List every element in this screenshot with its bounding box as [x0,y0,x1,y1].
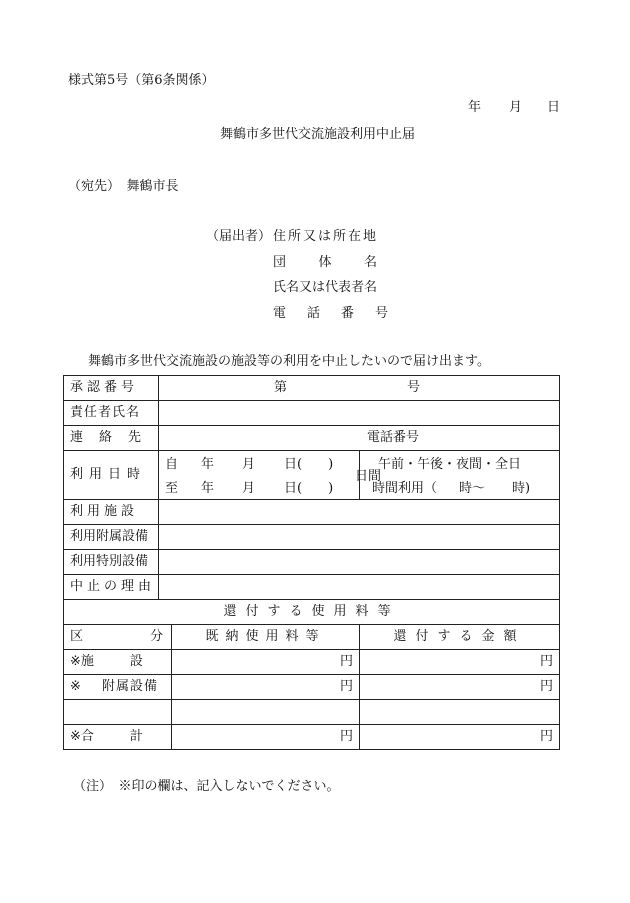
table-row [64,600,560,625]
approval-go: 号 [407,380,421,395]
cancel-reason-label: 中止の理由 [64,575,159,600]
time-to-label: 時) [512,481,531,496]
phone-number-label: 電話番号 [367,430,420,445]
office-use-mark: ※ [70,654,81,669]
from-label: 自 [165,457,179,472]
refund-heading: 還付する使用料等 [64,600,560,625]
table-row [64,725,560,750]
row-total-refund[interactable]: 円 [360,725,560,750]
table-row [64,700,560,725]
addressee: （宛先） 舞鶴市長 [68,179,179,194]
table-row [64,550,560,575]
from-day: 日( ) [284,457,334,472]
date-month-label: 月 [509,100,523,115]
from-year: 年 [201,457,215,472]
time-use-label: 時間利用（ [372,481,438,496]
usage-time-grid [360,451,559,499]
category-header-part1: 区 [70,629,84,644]
facility-field[interactable] [159,500,560,525]
row-attached-label [64,675,172,700]
row-attached-text: 附属設備 [102,679,159,694]
responsible-name-label: 責任者氏名 [64,401,159,426]
document-title: 舞鶴市多世代交流施設利用中止届 [220,127,416,142]
date-year-label: 年 [468,100,482,115]
table-row [64,675,560,700]
applicant-group-char: 名 [363,255,377,270]
refund-amount-header: 還付する金額 [360,625,560,650]
category-header-part2: 分 [149,629,163,644]
approval-number-field[interactable] [159,376,560,401]
row-facility-paid[interactable]: 円 [172,650,360,675]
footnote: （注） ※印の欄は、記入しないでください。 [73,779,340,794]
form-number: 様式第5号（第6条関係） [68,73,215,88]
office-use-mark: ※ [70,679,81,694]
contact-field[interactable] [159,426,560,451]
period-days-label: 日間 [355,469,382,484]
table-row [64,500,560,525]
paid-fee-header: 既納使用料等 [172,625,360,650]
category-header [64,625,172,650]
approval-dai: 第 [274,380,288,395]
row-blank-label [64,700,172,725]
row-facility-text-value: 施設 [80,654,179,669]
usage-date-grid [159,451,382,499]
date-day-label: 日 [547,100,561,115]
row-total-paid[interactable]: 円 [172,725,360,750]
facility-label: 利用施設 [64,500,159,525]
usage-date-field[interactable] [159,451,382,500]
row-facility-refund[interactable]: 円 [360,650,560,675]
row-blank-refund[interactable] [360,700,560,725]
table-row [64,625,560,650]
usage-time-field[interactable] [360,451,560,500]
attached-equipment-label: 利用附属設備 [64,525,159,550]
office-use-mark: ※ [70,729,81,744]
cancel-reason-field[interactable] [159,575,560,600]
applicant-address-label: 住所又は所在地 [273,229,379,244]
approval-number-label: 承認番号 [64,376,159,401]
table-row [64,401,560,426]
row-blank-paid[interactable] [172,700,360,725]
time-from-label: 時～ [459,481,486,496]
from-month: 月 [242,457,256,472]
table-row [64,451,560,500]
usage-datetime-label: 利用日時 [64,451,159,500]
to-label: 至 [165,481,179,496]
row-facility-text [81,654,181,670]
to-month: 月 [242,481,256,496]
row-attached-refund[interactable]: 円 [360,675,560,700]
table-row [64,525,560,550]
responsible-name-field[interactable] [159,401,560,426]
applicant-group-label [273,255,377,271]
table-row [64,650,560,675]
time-options: 午前・午後・夜間・全日 [378,457,522,472]
to-day: 日( ) [284,481,334,496]
applicant-name-label: 氏名又は代表者名 [273,280,378,295]
row-attached-paid[interactable]: 円 [172,675,360,700]
cancellation-form-table [63,375,560,750]
row-total-label [64,725,179,750]
special-equipment-field[interactable] [159,550,560,575]
table-row [64,376,560,401]
applicant-phone-label: 電話番号 [273,306,410,321]
applicant-group-char: 体 [318,255,332,270]
contact-label: 連絡先 [64,426,159,451]
attached-equipment-field[interactable] [159,525,560,550]
table-row [64,426,560,451]
applicant-label: （届出者） [206,229,272,244]
special-equipment-label: 利用特別設備 [64,550,159,575]
intro-text: 舞鶴市多世代交流施設の施設等の利用を中止したいので届け出ます。 [88,354,490,369]
applicant-group-char: 団 [273,255,287,270]
to-year: 年 [201,481,215,496]
row-facility-label [64,650,179,675]
row-total-text: 合計 [80,729,179,744]
table-row [64,575,560,600]
